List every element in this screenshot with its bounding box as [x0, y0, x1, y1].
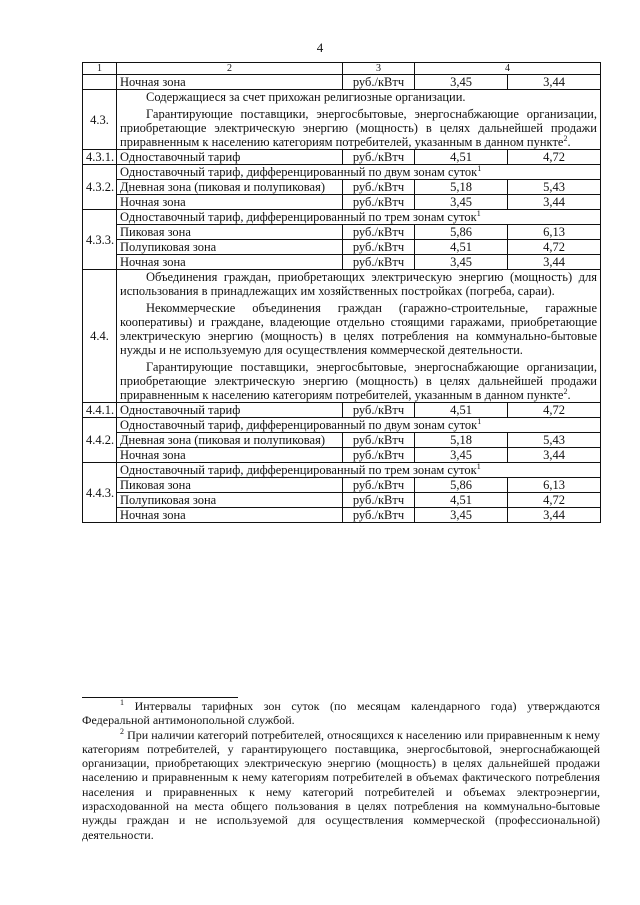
row-value-1: 4,51 [415, 493, 508, 508]
footnote-ref: 1 [476, 208, 481, 218]
row-label: Пиковая зона [117, 225, 343, 240]
section-paragraph: Некоммерческие объединения граждан (гаражно-строительные, гаражные кооперативы) и граждане, владеющие отдельно стоящими гаражами, приобретающие электрическую энергию (мощность) в целях потребления на коммунально-бытовые нужды и не используемую для осуществления коммерческой деятельности. [120, 301, 597, 357]
section-paragraph: Объединения граждан, приобретающих электрическую энергию (мощность) для использования в принадлежащих им хозяйственных постройках (погреба, сараи). [120, 270, 597, 298]
row-units: руб./кВтч [343, 493, 415, 508]
row-value-1: 4,51 [415, 150, 508, 165]
row-label: Одноставочный тариф [117, 403, 343, 418]
row-label: Ночная зона [117, 255, 343, 270]
row-value-2: 6,13 [508, 225, 601, 240]
footnote-separator [82, 697, 238, 698]
row-units: руб./кВтч [343, 255, 415, 270]
row-value-2: 4,72 [508, 240, 601, 255]
section-description [117, 90, 601, 150]
row-title: Одноставочный тариф, дифференцированный по трем зонам суток$^1$ [117, 210, 601, 225]
table-row [83, 75, 601, 90]
header-col-1: 1 [83, 63, 117, 75]
table-row [83, 195, 601, 210]
row-units: руб./кВтч [343, 240, 415, 255]
row-units: руб./кВтч [343, 508, 415, 523]
row-label: Дневная зона (пиковая и полупиковая) [117, 433, 343, 448]
tariff-table [82, 62, 601, 523]
row-value-1: 5,18 [415, 433, 508, 448]
row-value-1: 5,86 [415, 478, 508, 493]
row-code: 4.3.2. [83, 165, 117, 210]
table-row [83, 165, 601, 180]
header-col-2: 2 [117, 63, 343, 75]
row-units: руб./кВтч [343, 150, 415, 165]
row-value-2: 4,72 [508, 150, 601, 165]
section-paragraph: Гарантирующие поставщики, энергосбытовые, энергоснабжающие организации, приобретающие электрическую энергию (мощность) в целях дальнейшей продажи приравненным к населению категориям потребителей, указанным в данном пункте$^2$. [120, 107, 597, 149]
row-value-1: 5,18 [415, 180, 508, 195]
section-code: 4.3. [83, 90, 117, 150]
table-row [83, 225, 601, 240]
row-value-2: 3,44 [508, 195, 601, 210]
row-code: 4.4.2. [83, 418, 117, 463]
row-value-1: 3,45 [415, 508, 508, 523]
table-row [83, 180, 601, 195]
row-value-1: 5,86 [415, 225, 508, 240]
row-value-2: 6,13 [508, 478, 601, 493]
table-row [83, 493, 601, 508]
row-value-2: 4,72 [508, 403, 601, 418]
row-value-1: 3,45 [415, 448, 508, 463]
footnote-ref: 1 [476, 461, 481, 471]
row-value-1: 4,51 [415, 240, 508, 255]
row-value-2: 3,44 [508, 75, 601, 90]
row-value-1: 4,51 [415, 403, 508, 418]
row-code [83, 75, 117, 90]
table-row [83, 478, 601, 493]
row-code: 4.4.1. [83, 403, 117, 418]
row-units: руб./кВтч [343, 433, 415, 448]
row-value-2: 4,72 [508, 493, 601, 508]
footnote-ref: 2 [563, 133, 568, 143]
row-label: Полупиковая зона [117, 240, 343, 255]
footnote-mark: 1 [120, 698, 124, 707]
section-paragraph: Гарантирующие поставщики, энергосбытовые, энергоснабжающие организации, приобретающие электрическую энергию (мощность) в целях дальнейшей продажи приравненным к населению категориям потребителей, указанным в данном пункте$^2$. [120, 360, 597, 402]
row-value-2: 5,43 [508, 180, 601, 195]
row-units: руб./кВтч [343, 180, 415, 195]
row-units: руб./кВтч [343, 195, 415, 210]
row-label: Полупиковая зона [117, 493, 343, 508]
header-col-4: 4 [415, 63, 601, 75]
row-label: Ночная зона [117, 508, 343, 523]
table-row [83, 433, 601, 448]
table-row [83, 240, 601, 255]
section-paragraph: Содержащиеся за счет прихожан религиозные организации. [146, 90, 466, 104]
table-header-row [83, 63, 601, 75]
row-label: Пиковая зона [117, 478, 343, 493]
row-title: Одноставочный тариф, дифференцированный по двум зонам суток$^1$ [117, 165, 601, 180]
row-label: Ночная зона [117, 75, 343, 90]
row-title: Одноставочный тариф, дифференцированный по трем зонам суток$^1$ [117, 463, 601, 478]
row-units: руб./кВтч [343, 225, 415, 240]
row-label: Ночная зона [117, 195, 343, 210]
footnotes [82, 699, 600, 842]
row-code: 4.4.3. [83, 463, 117, 523]
footnote-mark: 2 [120, 726, 124, 736]
table-row [83, 150, 601, 165]
row-units: руб./кВтч [343, 478, 415, 493]
row-units: руб./кВтч [343, 75, 415, 90]
footnote-ref: 2 [563, 386, 568, 396]
row-value-2: 3,44 [508, 508, 601, 523]
row-value-1: 3,45 [415, 195, 508, 210]
page-number: 4 [316, 40, 324, 55]
footnote-ref: 1 [477, 163, 482, 173]
row-code: 4.3.3. [83, 210, 117, 270]
footnote-2: $^2$ При наличии категорий потребителей, относящихся к населению или приравненным к нему категориям потребителей, у гарантирующего поставщика, энергосбытовой, энергоснабжающей организации, приобретающих электрическую энергию (мощность) в целях дальнейшей продажи населению и приравненным к нему категориям потребителей в объемах фактического потребления населения и приравненных к нему категорий потребителей и объемах электроэнергии, израсходованной на места общего пользования в целях потребления на коммунально-бытовые нужды граждан и не используемой для осуществления коммерческой (профессиональной) деятельности. [82, 726, 600, 842]
section-description [117, 270, 601, 403]
row-units: руб./кВтч [343, 448, 415, 463]
row-value-2: 3,44 [508, 255, 601, 270]
table-row [83, 463, 601, 478]
footnote-1: $^1$ Интервалы тарифных зон суток (по месяцам календарного года) утверждаются Федеральной антимонопольной службой. [82, 698, 600, 728]
footnote-ref: 1 [477, 416, 482, 426]
row-label: Ночная зона [117, 448, 343, 463]
section-row-4-3 [83, 90, 601, 150]
table-row [83, 403, 601, 418]
table-row [83, 255, 601, 270]
section-row-4-4 [83, 270, 601, 403]
table-row [83, 210, 601, 225]
row-label: Одноставочный тариф [117, 150, 343, 165]
row-value-1: 3,45 [415, 75, 508, 90]
section-code: 4.4. [83, 270, 117, 403]
row-units: руб./кВтч [343, 403, 415, 418]
row-label: Дневная зона (пиковая и полупиковая) [117, 180, 343, 195]
row-value-1: 3,45 [415, 255, 508, 270]
table-row [83, 418, 601, 433]
table-row [83, 508, 601, 523]
row-code: 4.3.1. [83, 150, 117, 165]
header-col-3: 3 [343, 63, 415, 75]
table-row [83, 448, 601, 463]
row-value-2: 3,44 [508, 448, 601, 463]
row-value-2: 5,43 [508, 433, 601, 448]
row-title: Одноставочный тариф, дифференцированный по двум зонам суток$^1$ [117, 418, 601, 433]
